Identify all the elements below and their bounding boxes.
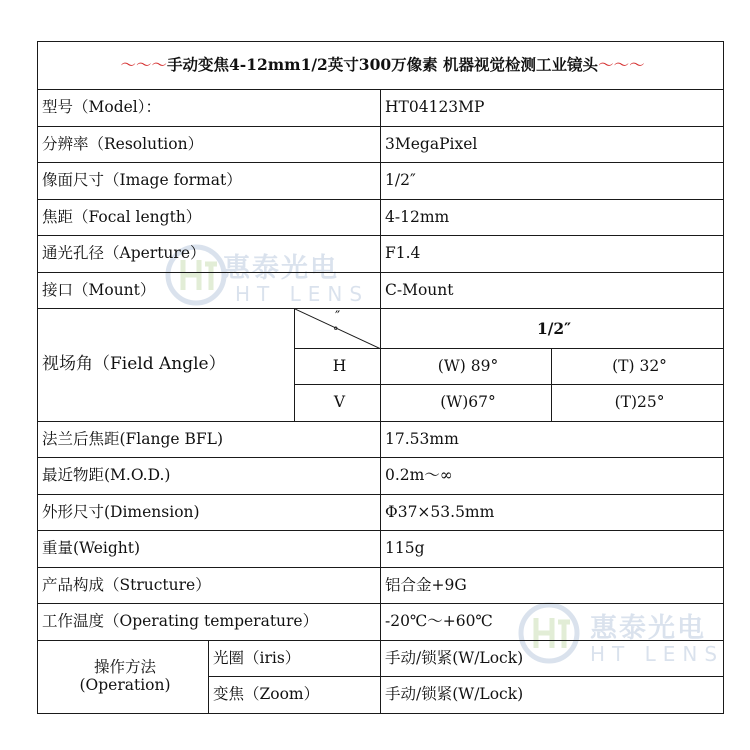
corner-mark-bottom: ° [333, 325, 339, 338]
spec-row-mount [38, 273, 724, 309]
spec-row-focal-length [38, 200, 724, 236]
field-angle-v-tele: (T)25° [552, 385, 724, 422]
page-title [38, 42, 724, 90]
operation-label [38, 641, 209, 714]
title-tilde-left: ～～～ [120, 56, 167, 75]
spec-label: 外形尺寸(Dimension) [38, 495, 381, 531]
spec-row-operating-temperature [38, 604, 724, 641]
field-angle-h-wide: (W) 89° [381, 349, 552, 385]
corner-mark-top: ″ [335, 309, 341, 325]
field-angle-h-label: H [295, 349, 381, 385]
spec-row-aperture [38, 236, 724, 273]
spec-table [37, 41, 724, 714]
spec-row-resolution [38, 127, 724, 163]
field-angle-label: 视场角（Field Angle） [38, 309, 295, 422]
spec-row-dimension [38, 495, 724, 531]
spec-value: -20℃～+60℃ [381, 604, 724, 641]
watermark-en: HT LENS [235, 282, 370, 306]
spec-label: 型号（Model）： [38, 90, 381, 127]
spec-label: 分辨率（Resolution） [38, 127, 381, 163]
spec-label: 焦距（Focal length） [38, 200, 381, 236]
spec-row-model [38, 90, 724, 127]
spec-value: C-Mount [381, 273, 724, 309]
operation-iris-label: 光圈（iris） [209, 641, 381, 677]
spec-value: 铝合金+9G [381, 568, 724, 604]
spec-value: 4-12mm [381, 200, 724, 236]
operation-label-en: (Operation) [79, 676, 171, 694]
spec-label: 像面尺寸（Image format） [38, 163, 381, 200]
spec-value: 0.2m～∞ [381, 458, 724, 495]
spec-row-mod [38, 458, 724, 495]
spec-row-structure [38, 568, 724, 604]
field-angle-format: 1/2″ [381, 309, 724, 349]
spec-value: Φ37×53.5mm [381, 495, 724, 531]
field-angle-v-label: V [295, 385, 381, 422]
watermark-cn: 惠泰光电 [223, 253, 339, 284]
field-angle-h-tele: (T) 32° [552, 349, 724, 385]
spec-row-image-format [38, 163, 724, 200]
spec-label: 工作温度（Operating temperature） [38, 604, 381, 641]
watermark-cn: 惠泰光电 [590, 613, 706, 644]
spec-row-flange-bfl [38, 422, 724, 458]
spec-label: 法兰后焦距(Flange BFL) [38, 422, 381, 458]
spec-value: 17.53mm [381, 422, 724, 458]
spec-value: 1/2″ [381, 163, 724, 200]
operation-iris-value: 手动/锁紧(W/Lock) [381, 641, 724, 677]
field-angle-header-row [38, 309, 724, 349]
spec-value: F1.4 [381, 236, 724, 273]
operation-zoom-value: 手动/锁紧(W/Lock) [381, 677, 724, 714]
watermark-en: HT LENS [590, 642, 725, 666]
spec-value: 115g [381, 531, 724, 568]
spec-label: 最近物距(M.O.D.) [38, 458, 381, 495]
operation-zoom-label: 变焦（Zoom） [209, 677, 381, 714]
field-angle-corner-cell [295, 309, 381, 349]
spec-row-weight [38, 531, 724, 568]
operation-label-cn: 操作方法 [93, 658, 156, 677]
spec-label: 接口（Mount） [38, 273, 381, 309]
title-tilde-right: ～～～ [598, 56, 645, 75]
title-text: 手动变焦4-12mm1/2英寸300万像素 机器视觉检测工业镜头 [166, 55, 599, 75]
operation-iris-row [38, 641, 724, 677]
spec-value: HT04123MP [381, 90, 724, 127]
spec-label: 产品构成（Structure） [38, 568, 381, 604]
spec-label: 通光孔径（Aperture） [38, 236, 381, 273]
spec-value: 3MegaPixel [381, 127, 724, 163]
field-angle-v-wide: (W)67° [381, 385, 552, 422]
title-row [38, 42, 724, 90]
spec-label: 重量(Weight) [38, 531, 381, 568]
